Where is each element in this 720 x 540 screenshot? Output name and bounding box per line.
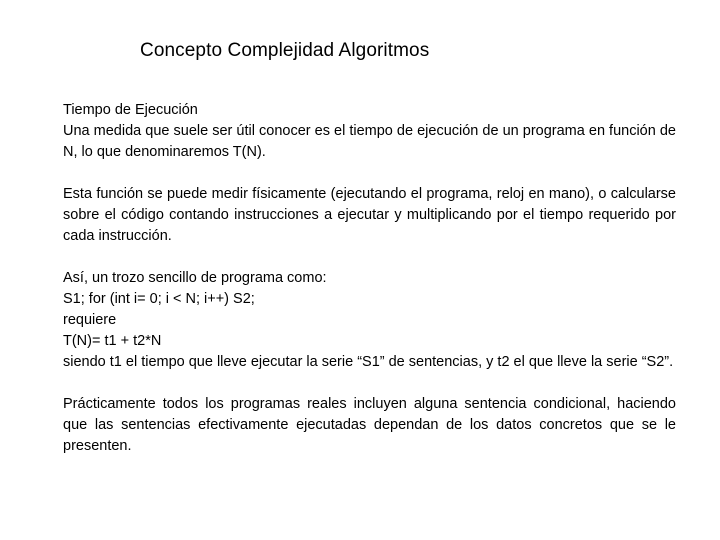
- slide-content: [63, 100, 676, 478]
- example-requires: requiere: [63, 312, 117, 328]
- measurement-paragraph: Esta función se puede medir físicamente (ejecutando el programa, reloj en mano), o calcularse sobre el código contando instrucciones a ejecutar y multiplicando por el tiempo requerido por cada instrucción.: [63, 186, 676, 244]
- example-code: S1; for (int i= 0; i < N; i++) S2;: [63, 291, 255, 307]
- slide-title: Concepto Complejidad Algoritmos: [140, 40, 430, 61]
- execution-time-paragraph: Una medida que suele ser útil conocer es el tiempo de ejecución de un programa en función de N, lo que denominaremos T(N).: [63, 123, 676, 160]
- section-heading: Tiempo de Ejecución: [63, 102, 198, 118]
- example-explanation: siendo t1 el tiempo que lleve ejecutar la serie “S1” de sentencias, y t2 el que lleve la serie “S2”.: [63, 354, 674, 370]
- conditional-paragraph: Prácticamente todos los programas reales incluyen alguna sentencia condicional, haciendo que las sentencias efectivamente ejecutadas dependan de los datos concretos que se le presenten.: [63, 396, 676, 454]
- example-formula: T(N)= t1 + t2*N: [63, 333, 162, 349]
- section-execution-time: [63, 100, 676, 163]
- example-intro: Así, un trozo sencillo de programa como:: [63, 270, 327, 286]
- section-measurement: [63, 184, 676, 247]
- section-example: [63, 268, 676, 373]
- section-conditional: [63, 394, 676, 457]
